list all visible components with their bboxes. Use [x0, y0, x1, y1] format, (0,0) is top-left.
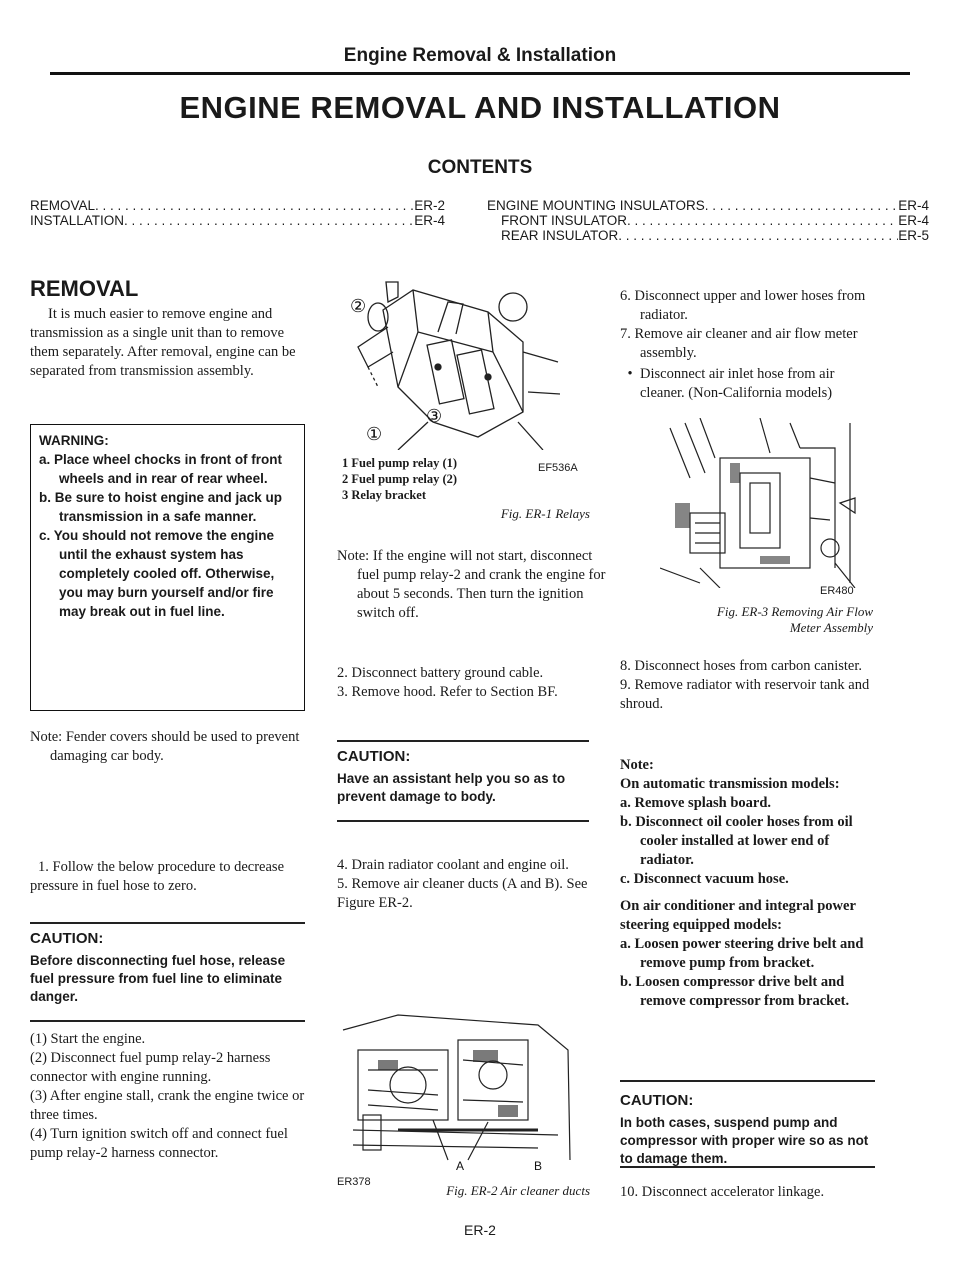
step-10: 10. Disconnect accelerator linkage.: [620, 1184, 825, 1200]
step: 8. Disconnect hoses from carbon canister.: [620, 658, 862, 674]
contents-heading: CONTENTS: [427, 157, 533, 178]
toc-entry[interactable]: [487, 213, 929, 228]
step: 6. Disconnect upper and lower hoses from radiator.: [620, 288, 866, 323]
ac-item: b. Loosen compressor drive belt and remove compressor from bracket.: [620, 974, 850, 1009]
substep: (2) Disconnect fuel pump relay-2 harness connector with engine running.: [30, 1050, 271, 1085]
page-title: ENGINE REMOVAL AND INSTALLATION: [179, 90, 781, 125]
note-heading: Note:: [620, 757, 654, 773]
step: 2. Disconnect battery ground cable.: [337, 665, 544, 681]
callout-3: ③: [426, 406, 443, 426]
toc-label: FRONT INSULATOR: [501, 213, 628, 228]
step: 5. Remove air cleaner ducts (A and B). See Figure ER-2.: [337, 876, 588, 911]
caution-rule-bottom: [620, 1166, 875, 1168]
legend-item: 1 Fuel pump relay (1): [342, 456, 458, 470]
toc-entry[interactable]: [487, 228, 929, 243]
fig1-code: EF536A: [538, 462, 578, 474]
toc-page: ER-4: [414, 213, 445, 228]
note-block: [620, 756, 875, 1011]
fig3-code: ER480: [820, 585, 854, 597]
steps-4-5: [337, 856, 589, 913]
caution-rule-top: [30, 922, 305, 924]
caution-heading: CAUTION:: [30, 930, 104, 947]
fig3-caption-line-2: Meter Assembly: [789, 620, 873, 635]
page-number: ER-2: [464, 1222, 496, 1238]
bullet-text: Disconnect air inlet hose from air cleaner. (Non-California models): [640, 366, 835, 401]
steps-2-3: [337, 664, 589, 702]
toc-page: ER-4: [898, 198, 929, 213]
auto-item: b. Disconnect oil cooler hoses from oil cooler installed at lower end of radiator.: [620, 814, 853, 868]
toc-label: INSTALLATION: [30, 213, 125, 228]
air-cleaner-ducts-illustration: [338, 1010, 583, 1172]
warning-box: [30, 424, 305, 711]
auto-item: a. Remove splash board.: [620, 795, 772, 811]
callout-2: ②: [350, 296, 367, 316]
running-header: Engine Removal & Installation: [343, 45, 617, 66]
fender-note: Note: Fender covers should be used to prevent damaging car body.: [30, 729, 300, 764]
toc-entry[interactable]: [30, 198, 445, 213]
caution-rule-bottom: [337, 820, 589, 822]
steps-8-9: [620, 657, 875, 714]
caution-heading: CAUTION:: [620, 1092, 694, 1109]
caution-text: Before disconnecting fuel hose, release fuel pressure from fuel line to eliminate danger.: [30, 953, 286, 1004]
caution-rule-top: [337, 740, 589, 742]
substep: (4) Turn ignition switch off and connect fuel pump relay-2 harness connector.: [30, 1126, 288, 1161]
caution-rule-top: [620, 1080, 875, 1082]
relay-bracket-illustration: [338, 272, 578, 450]
toc-left: [30, 198, 445, 228]
step: 7. Remove air cleaner and air flow meter assembly.: [620, 326, 858, 361]
fig3-caption-line-1: Fig. ER-3 Removing Air Flow: [716, 604, 873, 619]
toc-page: ER-2: [414, 198, 445, 213]
duct-label-a: A: [456, 1159, 465, 1172]
warning-heading: WARNING:: [39, 433, 109, 448]
duct-label-b: B: [534, 1159, 543, 1172]
caution-heading: CAUTION:: [337, 748, 411, 765]
auto-heading: On automatic transmission models:: [620, 776, 840, 792]
fig1-legend: [342, 455, 457, 503]
fig1-note: Note: If the engine will not start, disconnect fuel pump relay-2 and crank the engine for about 5 seconds. Then turn the ignition switch off.: [337, 548, 606, 621]
toc-page: ER-4: [898, 213, 929, 228]
substep: (1) Start the engine.: [30, 1031, 146, 1047]
caution-rule-bottom: [30, 1020, 305, 1022]
toc-entry[interactable]: [30, 213, 445, 228]
warning-item: b. Be sure to hoist engine and jack up transmission in a safe manner.: [39, 490, 283, 524]
toc-entry[interactable]: [487, 198, 929, 213]
fig3-caption: [620, 604, 873, 636]
step: 3. Remove hood. Refer to Section BF.: [337, 684, 558, 700]
auto-item: c. Disconnect vacuum hose.: [620, 871, 789, 887]
steps-6-7: [620, 287, 875, 363]
ac-item: a. Loosen power steering drive belt and remove pump from bracket.: [620, 936, 864, 971]
legend-item: 2 Fuel pump relay (2): [342, 472, 458, 486]
warning-item: a. Place wheel chocks in front of front wheels and in rear of rear wheel.: [39, 452, 283, 486]
air-flow-meter-illustration: [660, 418, 875, 588]
caution-text: In both cases, suspend pump and compressor with proper wire so as not to damage them.: [620, 1115, 869, 1166]
fig2-code: ER378: [337, 1176, 371, 1188]
header-rule: [50, 72, 910, 75]
bullet-icon: •: [627, 366, 633, 382]
step-1: 1. Follow the below procedure to decrease pressure in fuel hose to zero.: [30, 859, 285, 894]
toc-label: REMOVAL: [30, 198, 96, 213]
substeps: [30, 1030, 305, 1163]
callout-1: ①: [366, 424, 383, 444]
substep: (3) After engine stall, crank the engine twice or three times.: [30, 1088, 305, 1123]
step: 4. Drain radiator coolant and engine oil.: [337, 857, 569, 873]
toc-right: [487, 198, 929, 243]
caution-text: Have an assistant help you so as to prevent damage to body.: [337, 771, 566, 804]
fig1-caption: Fig. ER-1 Relays: [500, 506, 590, 521]
toc-label: REAR INSULATOR: [501, 228, 619, 243]
legend-item: 3 Relay bracket: [342, 488, 427, 502]
warning-item: c. You should not remove the engine until the exhaust system has completely cooled off. Otherwise, you may burn yourself and/or fire may break out in fuel line.: [39, 528, 275, 619]
bullet-item: [620, 365, 875, 403]
toc-page: ER-5: [898, 228, 929, 243]
fig2-caption: Fig. ER-2 Air cleaner ducts: [446, 1183, 590, 1198]
intro-paragraph: It is much easier to remove engine and transmission as a single unit than to remove them separately. After removal, engine can be separated from transmission assembly.: [30, 306, 296, 379]
step: 9. Remove radiator with reservoir tank and shroud.: [620, 677, 870, 712]
ac-heading: On air conditioner and integral power steering equipped models:: [620, 898, 856, 933]
toc-label: ENGINE MOUNTING INSULATORS: [487, 198, 705, 213]
section-heading-removal: REMOVAL: [30, 276, 139, 301]
